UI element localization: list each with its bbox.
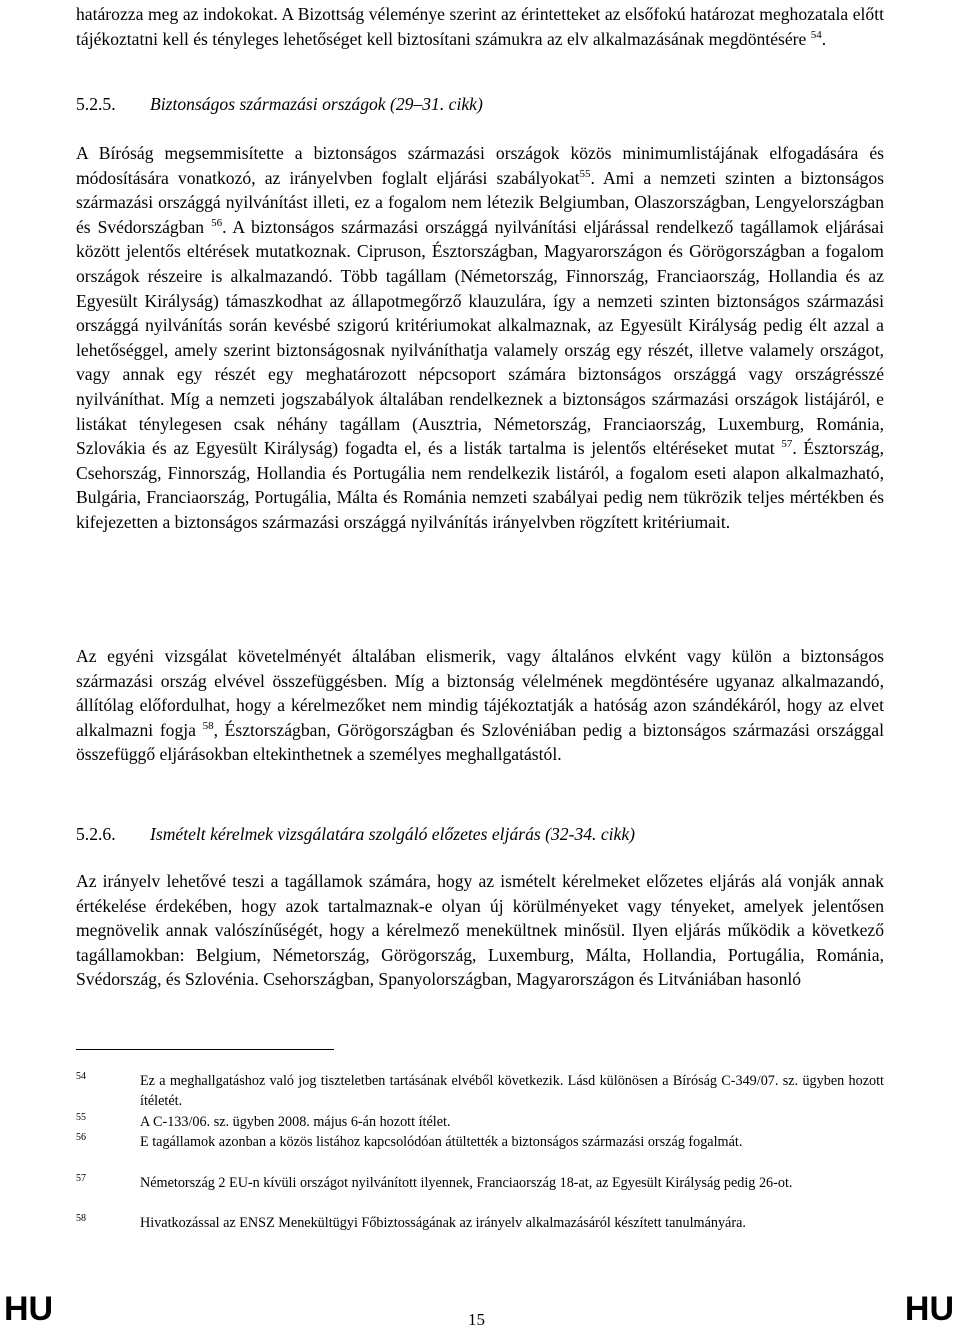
footnote-ref[interactable]: 54	[810, 28, 822, 41]
section-5-2-5-paragraph-2: Az egyéni vizsgálat követelményét általában elismerik, vagy általános elvként vagy külön a biztonságos származási ország elvével összefüggésben. Míg a biztonság vélelmének megdöntésére ugyanaz alkalmazandó, állítólag előfordulhat, hogy a kérelmezőket nem mindig tájékoztatják a hatóság azon szándékáról, hogy az elvet alkalmazni fogja $^{58}$, Észtországban, Görögországban és Szlovéniában pedig a biztonságos származási országgal összefüggő eljárásokban eltekinthetnek a személyes meghallgatástól.	[76, 646, 884, 765]
section-number: 5.2.6.	[76, 824, 116, 844]
section-5-2-6-paragraph-1: Az irányelv lehetővé teszi a tagállamok számára, hogy az ismételt kérelmeket előzetes eljárás alá vonják annak értékelése érdekében, hogy azok tartalmaznak-e olyan új körülményeket vagy tényeket, amelyek jelentősen megnövelik annak valószínűségét, hogy a kérelmező menekültnek minősül. Ilyen eljárás működik a következő tagállamokban: Belgium, Németország, Görögország, Luxemburg, Málta, Hollandia, Portugália, Románia, Svédország, és Szlovénia. Csehországban, Spanyolországban, Magyarországon és Litvániában hasonló	[76, 871, 884, 990]
footnote-ref[interactable]: 58	[202, 719, 214, 732]
section-number: 5.2.5.	[76, 94, 116, 114]
footnote-ref[interactable]: 56	[211, 216, 223, 229]
section-heading-5-2-6	[76, 822, 884, 846]
footnote-54	[76, 1072, 884, 1111]
footnote-separator	[76, 1049, 334, 1050]
footnote-number: 58	[76, 1213, 86, 1224]
intro-paragraph: határozza meg az indokokat. A Bizottság véleménye szerint az érintetteket az elsőfokú határozat meghozatala előtt tájékoztatni kell és tényleges lehetőséget kell biztosítani számukra az elv alkalmazásának megdöntésére $^{54}$.	[76, 4, 884, 49]
section-heading-5-2-5	[76, 92, 884, 116]
footnote-56	[76, 1133, 884, 1153]
section-title: Ismételt kérelmek vizsgálatára szolgáló előzetes eljárás (32-34. cikk)	[150, 824, 636, 844]
footnote-text: E tagállamok azonban a közös listához kapcsolódóan átültették a biztonságos származási ország fogalmát.	[140, 1134, 743, 1150]
footnote-number: 54	[76, 1071, 86, 1082]
footnote-57	[76, 1174, 884, 1194]
footnote-text: Hivatkozással az ENSZ Menekültügyi Főbiztosságának az irányelv alkalmazásáról készített tanulmányára.	[140, 1215, 746, 1231]
footnote-text: Németország 2 EU-n kívüli országot nyilvánított ilyennek, Franciaország 18-at, az Egyesült Királyság pedig 26-ot.	[140, 1175, 793, 1191]
footnote-text: Ez a meghallgatáshoz való jog tiszteletben tartásának elvéből következik. Lásd különösen a Bíróság C-349/07. sz. ügyben hozott ítéletét.	[140, 1073, 884, 1109]
footnote-ref[interactable]: 57	[781, 438, 793, 451]
footnote-text: A C-133/06. sz. ügyben 2008. május 6-án hozott ítélet.	[140, 1114, 451, 1130]
footnote-number: 56	[76, 1132, 86, 1143]
footnote-55	[76, 1113, 884, 1133]
section-title: Biztonságos származási országok (29–31. cikk)	[150, 94, 483, 114]
footnote-number: 57	[76, 1173, 86, 1184]
footnote-ref[interactable]: 55	[579, 167, 591, 180]
language-code-right: HU	[904, 1290, 954, 1328]
section-5-2-5-paragraph-1: A Bíróság megsemmisítette a biztonságos származási országok közös minimumlistájának elfogadására és módosítására vonatkozó, az irányelvben foglalt eljárási szabályokat$^{55}$. Ami a nemzeti szinten a biztonságos származási országgá nyilvánítást illeti, ez a fogalom nem létezik Belgiumban, Olaszországban, Lengyelországban és Svédországban $^{56}$. A biztonságos származási országgá nyilvánítási eljárással rendelkező tagállamok eljárásai között jelentős eltérések mutatkoznak. Cipruson, Észtországban, Magyarországon és Görögországban a fogalom országok részeire is alkalmazandó. Több tagállam (Németország, Finnország, Franciaország, Hollandia és az Egyesült Királyság) támaszkodhat az állapotmegőrző klauzulára, így a nemzeti szinten biztonságos származási országgá nyilvánítás során kevésbé szigorú kritériumokat alkalmaznak, az Egyesült Királyság pedig élt azzal a lehetőséggel, amely szerint biztonságosnak nyilváníthatja valamely ország egy részét, illetve valamely országot, vagy annak egy részét egy meghatározott népcsoport számára biztonságos országgá vagy országrésszé nyilváníthat. Míg a nemzeti jogszabályok általában rendelkeznek a biztonságos származási országok listájáról, e listákat ténylegesen csak néhány tagállam (Ausztria, Németország, Franciaország, Luxemburg, Románia, Szlovákia és az Egyesült Királyság) fogadta el, és a listák tartalma is jelentős eltéréseket mutat $^{57}$. Észtország, Csehország, Finnország, Hollandia és Portugália nem rendelkezik listáról, a fogalom eseti alapon alkalmazható, Bulgária, Franciaország, Portugália, Málta és Románia nemzeti szabályai pedig nem tükrözik teljes mértékben és kifejezetten a biztonságos származási országgá nyilvánítás irányelvben rögzített kritériumait.	[76, 143, 884, 532]
footnote-58	[76, 1214, 884, 1234]
footnote-number: 55	[76, 1112, 86, 1123]
language-code-left: HU	[4, 1290, 54, 1328]
page-number: 15	[468, 1310, 485, 1329]
